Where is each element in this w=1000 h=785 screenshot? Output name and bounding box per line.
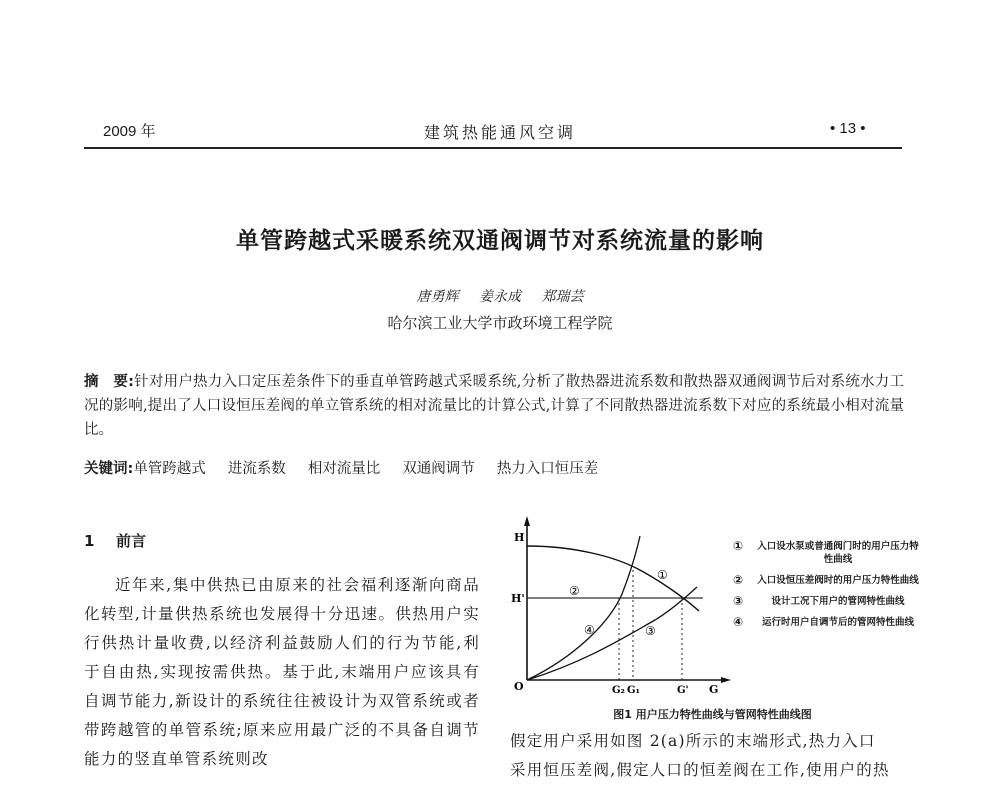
figure-1-diagram: [505, 512, 735, 697]
abstract-label: 摘 要:: [84, 374, 134, 390]
keyword: 相对流量比: [307, 461, 381, 477]
author: 唐勇辉: [416, 289, 459, 305]
legend-text: 入口设恒压差阀时的用户压力特性曲线: [757, 575, 919, 586]
legend-item: [733, 616, 923, 629]
legend-item: [733, 595, 923, 608]
legend-marker: ④: [733, 615, 744, 629]
tick-label-g1: G₁: [627, 685, 640, 696]
author: 郑瑞芸: [541, 289, 584, 305]
body-text-right-column: [510, 727, 922, 785]
text-line: 假定用户采用如图 2(a)所示的末端形式,热力入口: [510, 732, 876, 750]
figure-caption: 图1 用户压力特性曲线与管网特性曲线图: [613, 708, 812, 721]
section-title: 前言: [116, 532, 147, 550]
origin-label: O: [514, 680, 524, 693]
axis-label-g: G: [709, 683, 719, 696]
abstract-text: 针对用户热力入口定压差条件下的垂直单管跨越式采暖系统,分析了散热器进流系数和散热器双通阀调节后对系统水力工况的影响,提出了人口设恒压差阀的单立管系统的相对流量比的计算公式,计算了不同散热器进流系数下对应的系统最小相对流量比。: [84, 374, 904, 438]
keyword: 进流系数: [227, 461, 286, 477]
figure-legend: [733, 540, 923, 637]
legend-text: 运行时用户自调节后的管网特性曲线: [761, 617, 914, 628]
tick-label-g-prime: G': [677, 685, 689, 696]
keywords: [84, 457, 904, 478]
label-h-prime: H': [511, 592, 525, 605]
tick-label-g2: G₂: [612, 685, 625, 696]
curve-marker-3: ③: [645, 624, 656, 638]
header-journal-name: 建筑热能通风空调: [423, 125, 576, 142]
keyword: 热力入口恒压差: [496, 461, 599, 477]
legend-marker: ③: [733, 594, 744, 608]
curve-marker-4: ④: [584, 623, 595, 637]
body-text-left-column: [84, 571, 480, 774]
section-number: 1: [84, 532, 95, 550]
curve-marker-2: ②: [569, 584, 580, 598]
author-list: [0, 286, 1000, 306]
section-heading: [84, 530, 146, 551]
keywords-label: 关键词:: [84, 461, 134, 477]
legend-text: 入口设水泵或普通阀门时的用户压力特性曲线: [757, 541, 919, 565]
text-line: 采用恒压差阀,假定人口的恒差阀在工作,使用户的热: [510, 761, 890, 779]
keyword: 双通阀调节: [402, 461, 475, 477]
affiliation: 哈尔滨工业大学市政环境工程学院: [387, 314, 613, 332]
legend-marker: ②: [733, 573, 744, 587]
article-title: 单管跨越式采暖系统双通阀调节对系统流量的影响: [236, 228, 764, 254]
paragraph: 近年来,集中供热已由原来的社会福利逐渐向商品化转型,计量供热系统也发展得十分迅速。供热用户实行供热计量收费,以经济利益鼓励人们的行为节能,利于自由热,实现按需供热。基于此,末端用户应该具有自调节能力,新设计的系统往往被设计为双管系统或者带跨越管的单管系统;原来应用最广泛的不具备自调节能力的竖直单管系统则改: [84, 576, 480, 768]
legend-text: 设计工况下用户的管网特性曲线: [771, 596, 905, 607]
abstract: [84, 370, 904, 442]
legend-item: [733, 540, 923, 566]
keyword: 单管跨越式: [133, 461, 206, 477]
header-page-number: • 13 •: [830, 120, 866, 137]
legend-marker: ①: [733, 539, 744, 553]
axis-label-h: H: [514, 531, 525, 544]
header-rule: [84, 147, 902, 149]
curve-marker-1: ①: [657, 568, 668, 582]
legend-item: [733, 574, 923, 587]
pressure-characteristic-diagram: [505, 512, 735, 697]
header-year: 2009 年: [103, 123, 156, 140]
author: 姜永成: [479, 289, 521, 305]
